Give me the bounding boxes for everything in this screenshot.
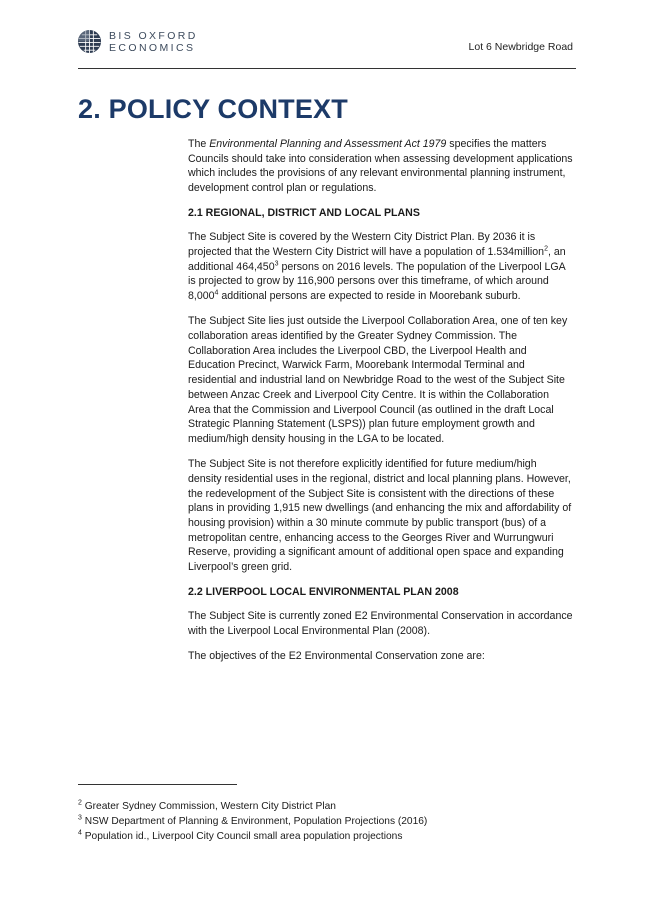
section-1-paragraph-2: The Subject Site lies just outside the Liverpool Collaboration Area, one of ten key collaboration areas identified by the Greater Sydney Commission. The Collaboration Area includes the Liverpool CBD, the Liverpool Health and Education Precinct, Warwick Farm, Moorebank Intermodal Terminal and residential and industrial land on Newbridge Road to the west of the Subject Site between Anzac Creek and Liverpool City Centre. It is within the Collaboration Area that the Commission and Liverpool Council (as outlined in the draft Local Strategic Planning Statement (LSPS)) plan future employment growth and medium/high density housing in the LGA to be located. (188, 315, 568, 445)
section-2-paragraph-2: The objectives of the E2 Environmental Conservation zone are: (188, 650, 485, 663)
body-content (188, 137, 573, 674)
s1p1-text-2: , an additional 464,450 (188, 246, 566, 273)
section-1-paragraph-1 (188, 230, 573, 304)
page-title: 2. POLICY CONTEXT (78, 94, 348, 124)
footnote-ref-2: 2 (544, 245, 548, 253)
footnote-ref-3: 3 (274, 260, 279, 268)
footnote-4-text: Population id., Liverpool City Council small area population projections (81, 831, 403, 842)
footnote-rule (78, 784, 237, 785)
logo-line-2: ECONOMICS (109, 41, 196, 54)
document-reference: Lot 6 Newbridge Road (468, 41, 573, 53)
section-1-paragraph-3: The Subject Site is not therefore explicitly identified for future medium/high density residential uses in the regional, district and local planning plans. However, the redevelopment of the Subject Site is consistent with the directions of these plans in providing 1,915 new dwellings (and enhancing the mix and affordability of housing provision) within a 30 minute commute by public transport (bus) of a metropolitan centre, enhancing access to the Georges River and Wurrungwuri Reserve, providing a significant amount of additional open space and expanding Liverpool’s green grid. (188, 458, 572, 574)
header-rule (78, 68, 576, 69)
footnote-ref-4: 4 (214, 289, 219, 297)
footnote-3 (78, 814, 427, 829)
globe-logo-icon (77, 29, 102, 54)
intro-paragraph (188, 137, 573, 196)
s1p1-text-3: persons on 2016 levels. The population of the Liverpool LGA is projected to grow by 116,900 persons over this timeframe, of which around 8,000 (188, 260, 566, 303)
s1p1-text-1: The Subject Site is covered by the Western City District Plan. By 2036 it is projected that the Western City District will have a population of 1.534million (188, 231, 545, 259)
footnote-4-number: 4 (78, 829, 82, 837)
footnote-2-text: Greater Sydney Commission, Western City District Plan (81, 801, 336, 812)
intro-after: specifies the matters Councils should take into consideration when assessing development applications which includes the provisions of any relevant environmental planning instrument, development control plan or regulations. (188, 138, 573, 195)
intro-before: The (188, 138, 210, 150)
footnote-2-number: 2 (78, 799, 82, 807)
section-2-heading: 2.2 LIVERPOOL LOCAL ENVIRONMENTAL PLAN 2008 (188, 586, 459, 599)
act-name: Environmental Planning and Assessment Act 1979 (209, 138, 447, 150)
s1p1-text-4: additional persons are expected to reside in Moorebank suburb. (218, 290, 521, 303)
footnotes (78, 799, 427, 844)
section-2-paragraph-1: The Subject Site is currently zoned E2 Environmental Conservation in accordance with the Liverpool Local Environmental Plan (2008). (188, 610, 573, 637)
section-1-heading: 2.1 REGIONAL, DISTRICT AND LOCAL PLANS (188, 207, 420, 220)
footnote-3-text: NSW Department of Planning & Environment, Population Projections (2016) (81, 816, 428, 827)
footnote-4 (78, 829, 427, 844)
footnote-2 (78, 799, 427, 814)
logo-line-1: BIS OXFORD (109, 29, 198, 42)
footnote-3-number: 3 (78, 814, 82, 822)
company-logo (77, 29, 198, 54)
